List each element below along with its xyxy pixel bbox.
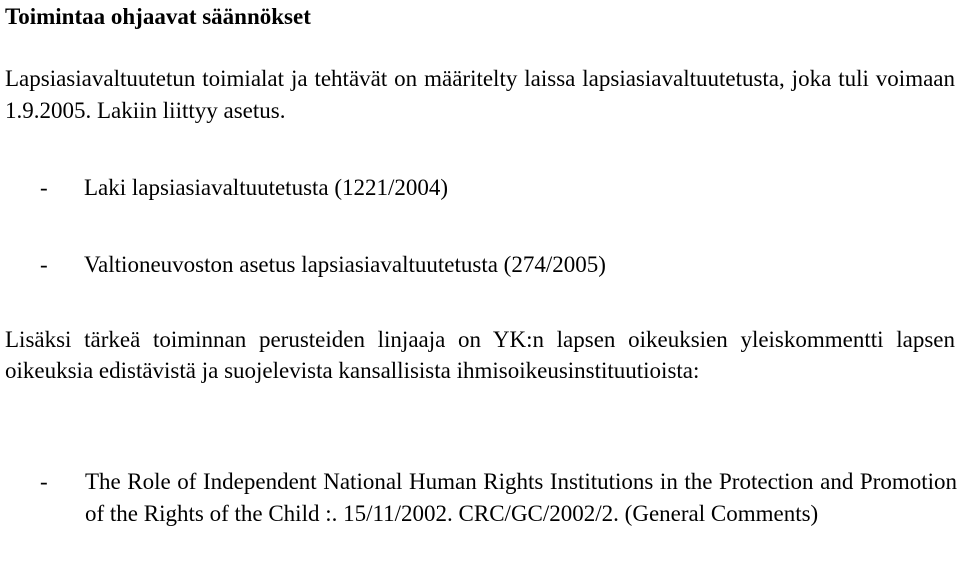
list-item-text: The Role of Independent National Human Rights Institutions in the Protection and Promotion of the Rights of the Child :. 15/11/2002. CRC/GC/2002/2. (General Comments) <box>85 469 957 526</box>
intro-paragraph: Lapsiasiavaltuutetun toimialat ja tehtävät on määritelty laissa lapsiasiavaltuutetusta, joka tuli voimaan 1.9.2005. Lakiin liittyy asetus. <box>5 66 955 123</box>
list-item <box>40 249 606 281</box>
second-paragraph: Lisäksi tärkeä toiminnan perusteiden linjaaja on YK:n lapsen oikeuksien yleiskommentti lapsen oikeuksia edistävistä ja suojelevista kansallisista ihmisoikeusinstituutioista: <box>5 327 955 383</box>
list-marker: - <box>40 469 48 494</box>
list-marker: - <box>40 252 48 277</box>
list-item-text: Valtioneuvoston asetus lapsiasiavaltuutetusta (274/2005) <box>84 252 606 277</box>
list-item-text: Laki lapsiasiavaltuutetusta (1221/2004) <box>84 175 449 200</box>
list-item <box>40 172 448 204</box>
list-marker: - <box>40 175 48 200</box>
page-title: Toimintaa ohjaavat säännökset <box>5 4 311 29</box>
